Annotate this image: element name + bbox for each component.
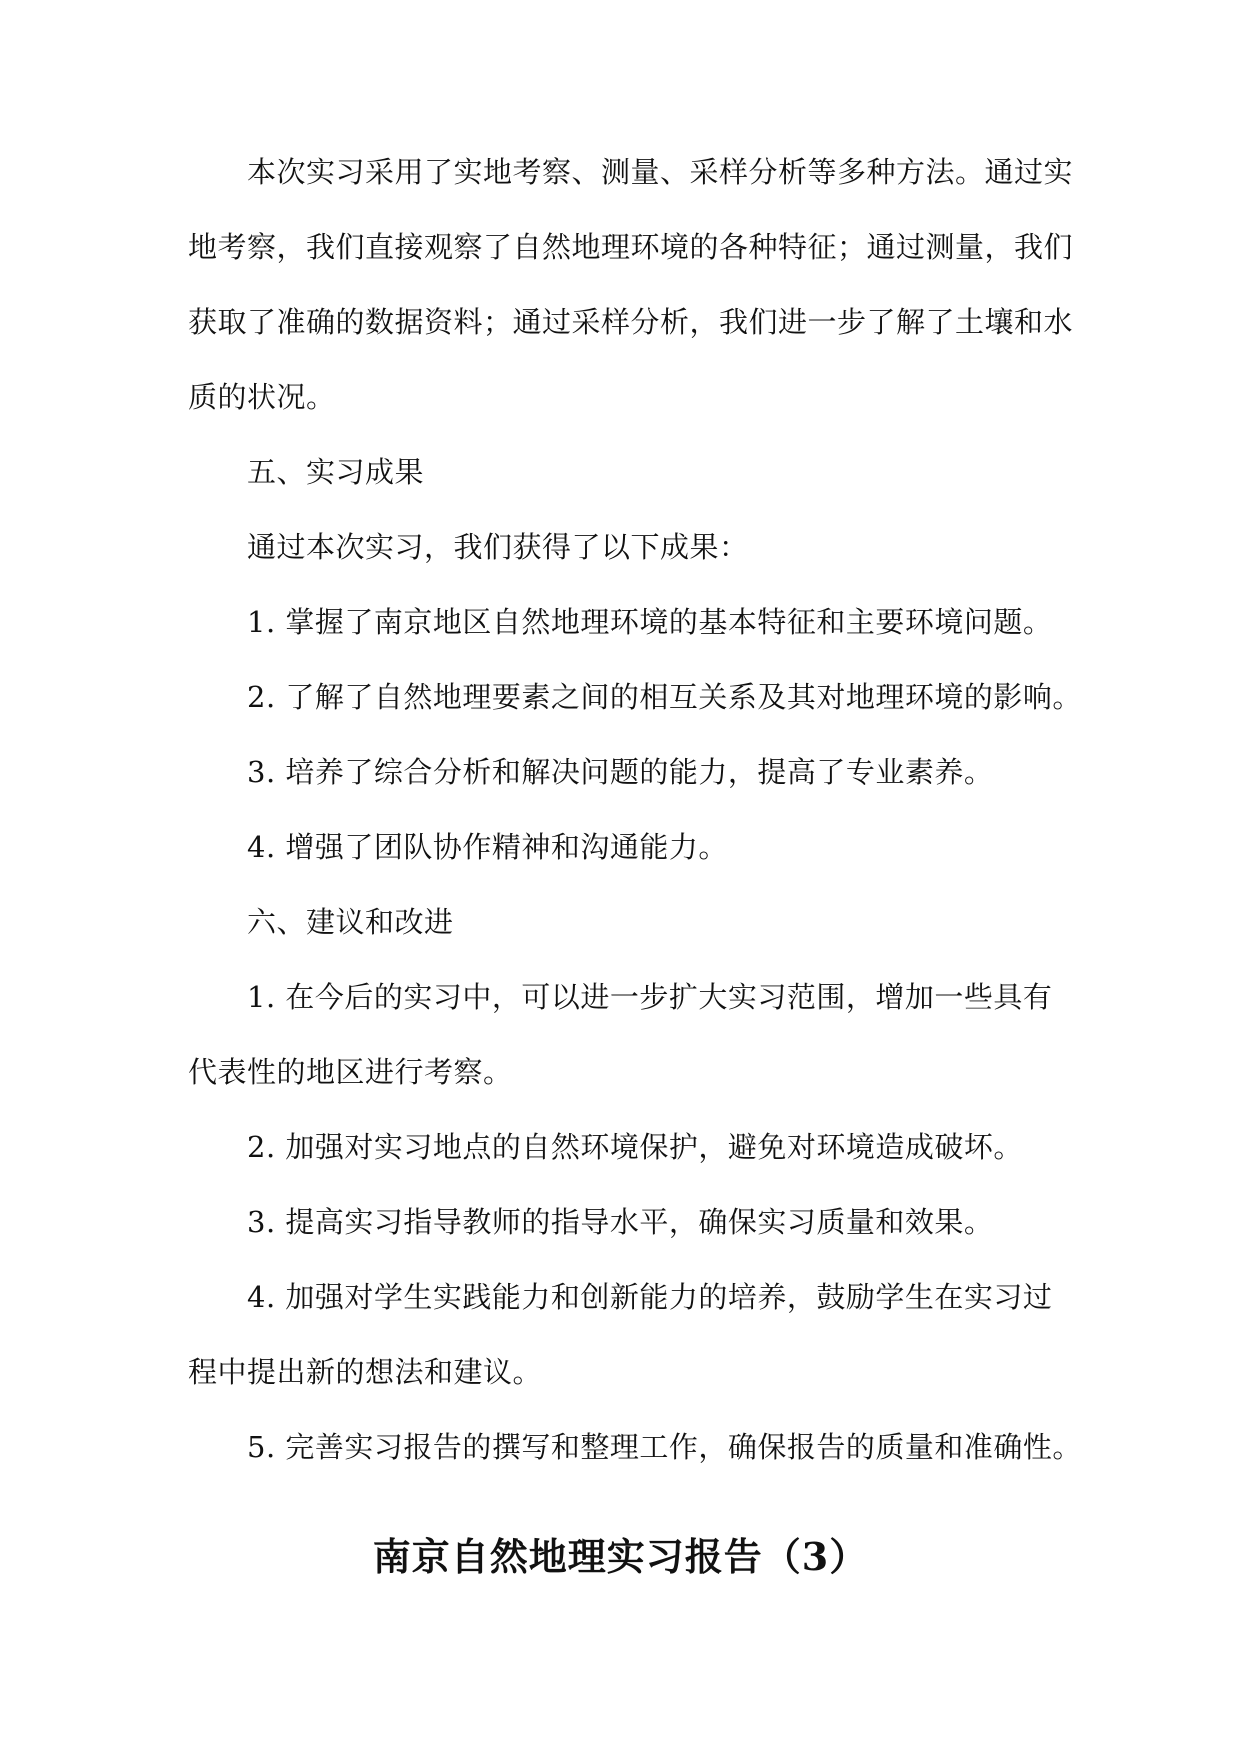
suggestion-item-1-line-2: 代表性的地区进行考察。 — [188, 1055, 513, 1089]
paragraph-methods-line-3: 获取了准确的数据资料；通过采样分析，我们进一步了解了土壤和水 — [188, 305, 1074, 339]
suggestion-item-4-line-1: 4. 加强对学生实践能力和创新能力的培养，鼓励学生在实习过 — [247, 1280, 1053, 1314]
results-item-3: 3. 培养了综合分析和解决问题的能力，提高了专业素养。 — [247, 755, 994, 789]
section-heading-suggestions: 六、建议和改进 — [247, 905, 454, 939]
section-heading-results: 五、实习成果 — [247, 455, 425, 489]
results-intro: 通过本次实习，我们获得了以下成果： — [247, 530, 749, 564]
results-item-2: 2. 了解了自然地理要素之间的相互关系及其对地理环境的影响。 — [247, 680, 1082, 714]
next-report-title: 南京自然地理实习报告（3） — [372, 1534, 869, 1579]
paragraph-methods-line-1: 本次实习采用了实地考察、测量、采样分析等多种方法。通过实 — [247, 155, 1074, 189]
suggestion-item-4-line-2: 程中提出新的想法和建议。 — [188, 1355, 543, 1389]
results-item-4: 4. 增强了团队协作精神和沟通能力。 — [247, 830, 728, 864]
suggestion-item-3: 3. 提高实习指导教师的指导水平，确保实习质量和效果。 — [247, 1205, 994, 1239]
suggestion-item-5: 5. 完善实习报告的撰写和整理工作，确保报告的质量和准确性。 — [247, 1430, 1082, 1464]
suggestion-item-2: 2. 加强对实习地点的自然环境保护，避免对环境造成破坏。 — [247, 1130, 1023, 1164]
suggestion-item-1-line-1: 1. 在今后的实习中，可以进一步扩大实习范围，增加一些具有 — [247, 980, 1053, 1014]
results-item-1: 1. 掌握了南京地区自然地理环境的基本特征和主要环境问题。 — [247, 605, 1053, 639]
paragraph-methods-line-2: 地考察，我们直接观察了自然地理环境的各种特征；通过测量，我们 — [188, 230, 1074, 264]
paragraph-methods-line-4: 质的状况。 — [188, 380, 336, 414]
